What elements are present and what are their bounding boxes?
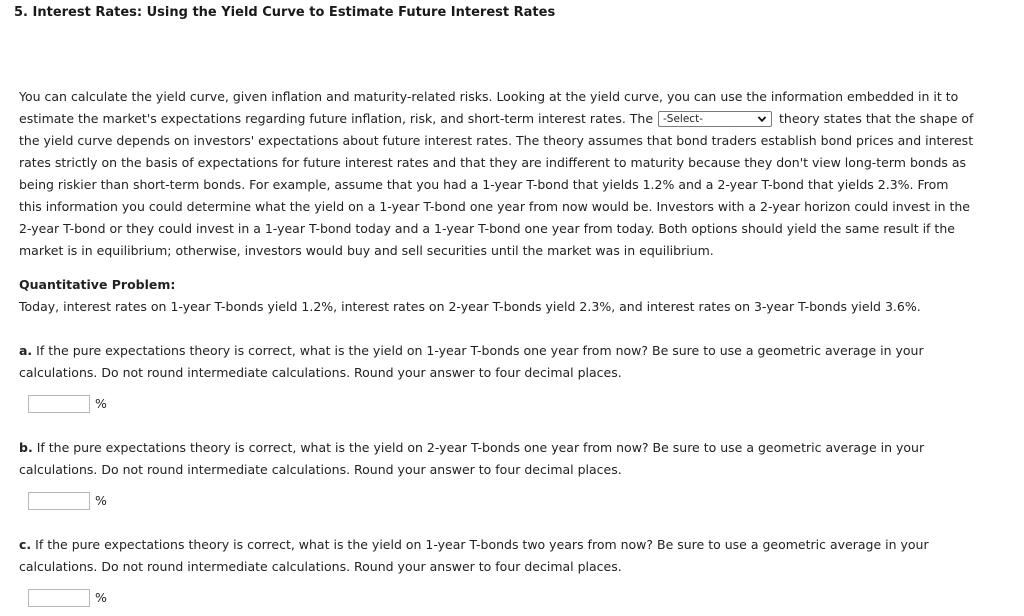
page-title: 5. Interest Rates: Using the Yield Curve to Estimate Future Interest Rates — [14, 5, 556, 20]
percent-unit: % — [95, 493, 107, 508]
intro-line-text: estimate the market's expectations regarding future inflation, risk, and short-term interest rates. The — [19, 111, 654, 126]
answer-b-input[interactable] — [28, 492, 90, 510]
intro-line: 2-year T-bond or they could invest in a 1-year T-bond today and a 1-year T-bond one year from today. Both options should yield the same result if the — [19, 221, 955, 236]
intro-paragraph — [19, 86, 1009, 262]
question-letter: c. — [19, 537, 32, 552]
answer-c-input[interactable] — [28, 589, 90, 607]
intro-line: the yield curve depends on investors' expectations about future interest rates. The theory assumes that bond traders establish bond prices and interest — [19, 133, 974, 148]
intro-line: this information you could determine what the yield on a 1-year T-bond one year from now would be. Investors with a 2-year horizon could invest in the — [19, 199, 970, 214]
question-text: If the pure expectations theory is correct, what is the yield on 1-year T-bonds one year from now? Be sure to use a geometric average in your — [36, 343, 924, 358]
theory-select[interactable] — [658, 111, 772, 127]
answer-row — [28, 587, 1009, 609]
percent-unit: % — [95, 590, 107, 605]
question-letter: a. — [19, 343, 33, 358]
answer-row — [28, 393, 1009, 415]
intro-line: market is in equilibrium; otherwise, investors would buy and sell securities until the market was in equilibrium. — [19, 243, 714, 258]
answer-row — [28, 490, 1009, 512]
question-line: calculations. Do not round intermediate calculations. Round your answer to four decimal places. — [19, 462, 622, 477]
intro-line-text: theory states that the shape of — [779, 111, 974, 126]
quantitative-problem-text: Today, interest rates on 1-year T-bonds yield 1.2%, interest rates on 2-year T-bonds yield 2.3%, and interest rates on 3-year T-bonds yield 3.6%. — [19, 299, 921, 314]
theory-select-value: -Select- — [663, 112, 703, 125]
chevron-down-icon — [757, 114, 767, 124]
intro-line: being riskier than short-term bonds. For example, assume that you had a 1-year T-bond that yields 1.2% and a 2-year T-bond that yields 2.3%. From — [19, 177, 949, 192]
quantitative-problem-heading: Quantitative Problem: — [19, 277, 176, 292]
question-line — [19, 437, 1009, 459]
intro-line: You can calculate the yield curve, given inflation and maturity-related risks. Looking at the yield curve, you can use the information embedded in it to — [19, 89, 959, 104]
question-text: If the pure expectations theory is correct, what is the yield on 2-year T-bonds one year from now? Be sure to use a geometric average in your — [36, 440, 925, 455]
question-line — [19, 534, 1009, 556]
question-text: If the pure expectations theory is correct, what is the yield on 1-year T-bonds two years from now? Be sure to use a geometric average in your — [35, 537, 929, 552]
question-a — [19, 340, 1009, 415]
question-line — [19, 340, 1009, 362]
percent-unit: % — [95, 396, 107, 411]
question-c — [19, 534, 1009, 609]
intro-line: rates strictly on the basis of expectations for future interest rates and that they are indifferent to maturity because they don't view long-term bonds as — [19, 155, 967, 170]
content — [19, 86, 1009, 609]
question-b — [19, 437, 1009, 512]
question-letter: b. — [19, 440, 33, 455]
question-line: calculations. Do not round intermediate calculations. Round your answer to four decimal places. — [19, 365, 622, 380]
question-line: calculations. Do not round intermediate calculations. Round your answer to four decimal places. — [19, 559, 622, 574]
answer-a-input[interactable] — [28, 395, 90, 413]
intro-line-with-select — [19, 108, 1009, 130]
